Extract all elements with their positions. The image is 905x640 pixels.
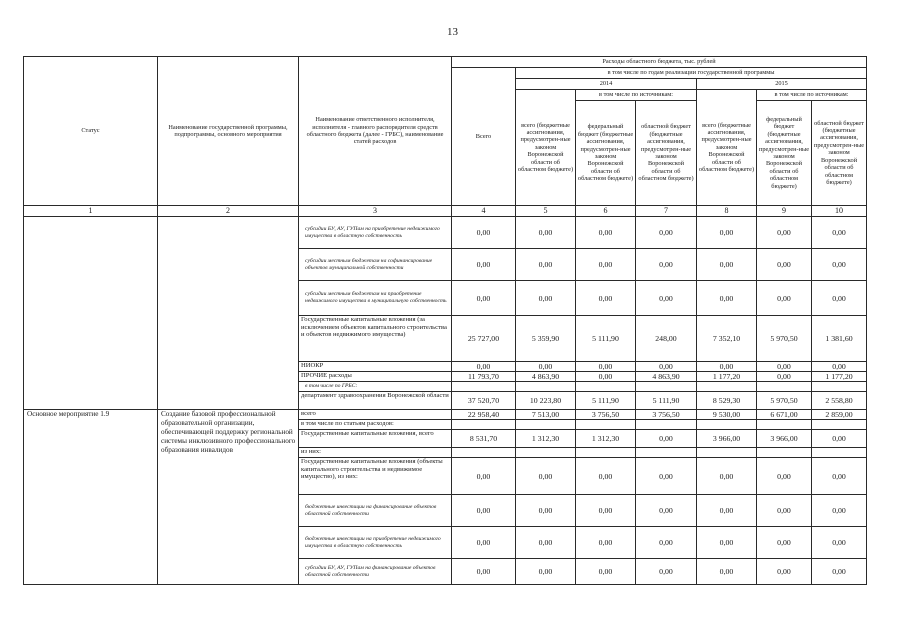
value-cell: 0,00 (516, 281, 576, 316)
value-cell: 0,00 (812, 281, 867, 316)
value-cell: 1 312,30 (576, 430, 636, 448)
header-federal-2014: федеральный бюджет (бюджетные ассигнования, предусмотрен-ные законом Воронежской области об областном бюджете) (576, 101, 636, 206)
value-cell: 0,00 (516, 495, 576, 527)
value-cell: 0,00 (697, 281, 757, 316)
value-cell: 0,00 (576, 372, 636, 382)
value-cell: 0,00 (576, 362, 636, 372)
value-cell (452, 448, 516, 458)
value-cell: 0,00 (757, 559, 812, 585)
column-number-6: 6 (576, 206, 636, 217)
row-label: Государственные капитальные вложения (за исключением объектов капитального строительства и объектов недвижимого имущества) (299, 316, 452, 362)
value-cell (452, 382, 516, 392)
value-cell: 0,00 (757, 372, 812, 382)
column-number-1: 1 (24, 206, 158, 217)
value-cell: 0,00 (757, 458, 812, 495)
value-cell: 0,00 (516, 249, 576, 281)
value-cell: 3 756,50 (636, 410, 697, 420)
row-label: НИОКР (299, 362, 452, 372)
value-cell: 5 970,50 (757, 316, 812, 362)
value-cell: 0,00 (757, 249, 812, 281)
value-cell: 0,00 (636, 458, 697, 495)
row-label: Государственные капитальные вложения, всего (299, 430, 452, 448)
column-number-2: 2 (158, 206, 299, 217)
value-cell: 0,00 (452, 249, 516, 281)
value-cell (516, 420, 576, 430)
table-row (24, 410, 867, 420)
value-cell: 0,00 (812, 527, 867, 559)
value-cell (576, 382, 636, 392)
header-regional-2015: областной бюджет (бюджетные ассигнования, предусмотрен-ные законом Воронежской области об областном бюджете) (812, 101, 867, 206)
value-cell: 0,00 (812, 430, 867, 448)
row-label: бюджетные инвестиции на приобретение недвижимого имущества в областную собственность (299, 527, 452, 559)
header-status: Статус (24, 57, 158, 206)
header-year-2015: 2015 (697, 79, 867, 90)
header-year-2014: 2014 (516, 79, 697, 90)
row-label: ПРОЧИЕ расходы (299, 372, 452, 382)
value-cell: 0,00 (812, 458, 867, 495)
value-cell: 5 359,90 (516, 316, 576, 362)
row-label: Государственные капитальные вложения (объекты капитального строительства и недвижимое имущество), из них: (299, 458, 452, 495)
value-cell: 1 177,20 (697, 372, 757, 382)
value-cell: 0,00 (452, 495, 516, 527)
value-cell (757, 420, 812, 430)
value-cell: 0,00 (452, 217, 516, 249)
value-cell: 0,00 (636, 527, 697, 559)
value-cell (576, 420, 636, 430)
value-cell: 0,00 (636, 430, 697, 448)
value-cell: 0,00 (576, 458, 636, 495)
value-cell: 0,00 (576, 249, 636, 281)
value-cell: 22 958,40 (452, 410, 516, 420)
value-cell: 0,00 (697, 249, 757, 281)
value-cell: 6 671,00 (757, 410, 812, 420)
name-cell-empty (158, 217, 299, 410)
value-cell (697, 382, 757, 392)
header-program-name: Наименование государственной программы, подпрограммы, основного мероприятия (158, 57, 299, 206)
header-total: Всего (452, 68, 516, 206)
value-cell (636, 448, 697, 458)
value-cell: 0,00 (757, 281, 812, 316)
value-cell: 248,00 (636, 316, 697, 362)
value-cell: 1 381,60 (812, 316, 867, 362)
value-cell: 0,00 (697, 458, 757, 495)
column-number-9: 9 (757, 206, 812, 217)
row-label: субсидии местным бюджетам на приобретение недвижимого имущества в муниципальную собственность (299, 281, 452, 316)
value-cell: 4 863,90 (636, 372, 697, 382)
table-body (24, 206, 867, 585)
value-cell: 0,00 (636, 249, 697, 281)
value-cell: 0,00 (576, 527, 636, 559)
header-by-years: в том числе по годам реализации государственной программы (516, 68, 867, 79)
value-cell (697, 448, 757, 458)
column-number-3: 3 (299, 206, 452, 217)
header-sources-2014: в том числе по источникам: (576, 90, 697, 101)
value-cell: 0,00 (636, 559, 697, 585)
row-label: субсидии БУ, АУ, ГУПам на финансирование объектов областной собственности (299, 559, 452, 585)
header-expenses-title: Расходы областного бюджета, тыс. рублей (452, 57, 867, 68)
row-label: всего (299, 410, 452, 420)
status-cell: Основное мероприятие 1.9 (24, 410, 158, 585)
value-cell: 0,00 (576, 281, 636, 316)
value-cell: 3 966,00 (757, 430, 812, 448)
value-cell (516, 448, 576, 458)
value-cell: 4 863,90 (516, 372, 576, 382)
column-number-10: 10 (812, 206, 867, 217)
value-cell: 5 111,90 (576, 392, 636, 410)
value-cell: 0,00 (636, 495, 697, 527)
row-label: из них: (299, 448, 452, 458)
value-cell: 5 111,90 (636, 392, 697, 410)
value-cell: 0,00 (697, 527, 757, 559)
value-cell: 10 223,80 (516, 392, 576, 410)
value-cell (812, 420, 867, 430)
row-label: субсидии БУ, АУ, ГУПам на приобретение недвижимого имущества в областную собственность (299, 217, 452, 249)
value-cell: 0,00 (697, 495, 757, 527)
header-executor: Наименование ответственного исполнителя, исполнителя - главного распорядителя средств областного бюджета (далее - ГРБС), наименование статей расходов (299, 57, 452, 206)
row-label: департамент здравоохранения Воронежской области (299, 392, 452, 410)
page-number: 13 (447, 26, 458, 38)
column-number-5: 5 (516, 206, 576, 217)
value-cell: 1 312,30 (516, 430, 576, 448)
budget-table (23, 56, 867, 585)
value-cell: 0,00 (812, 495, 867, 527)
table-row (24, 217, 867, 249)
value-cell: 0,00 (812, 362, 867, 372)
column-number-7: 7 (636, 206, 697, 217)
value-cell: 2 859,00 (812, 410, 867, 420)
value-cell (812, 448, 867, 458)
value-cell: 0,00 (812, 249, 867, 281)
row-label: бюджетные инвестиции на финансирование объектов областной собственности (299, 495, 452, 527)
value-cell (757, 448, 812, 458)
header-all-2014: всего (бюджетные ассигнования, предусмотрен-ные законом Воронежской области об областном бюджете) (516, 90, 576, 206)
row-label: в том числе по статьям расходов: (299, 420, 452, 430)
value-cell: 0,00 (636, 281, 697, 316)
value-cell: 0,00 (452, 458, 516, 495)
value-cell: 11 793,70 (452, 372, 516, 382)
value-cell: 8 529,30 (697, 392, 757, 410)
value-cell: 3 756,50 (576, 410, 636, 420)
value-cell: 7 513,00 (516, 410, 576, 420)
value-cell: 0,00 (757, 527, 812, 559)
value-cell: 0,00 (516, 458, 576, 495)
row-label: в том числе по ГРБС: (299, 382, 452, 392)
value-cell (516, 382, 576, 392)
value-cell: 0,00 (516, 527, 576, 559)
value-cell: 0,00 (697, 217, 757, 249)
value-cell: 37 520,70 (452, 392, 516, 410)
value-cell (636, 420, 697, 430)
header-all-2015: всего (бюджетные ассигнования, предусмотрен-ные законом Воронежской области об областном бюджете) (697, 90, 757, 206)
value-cell: 0,00 (516, 217, 576, 249)
value-cell: 0,00 (757, 495, 812, 527)
value-cell: 0,00 (452, 281, 516, 316)
value-cell: 0,00 (697, 559, 757, 585)
value-cell: 8 531,70 (452, 430, 516, 448)
value-cell: 2 558,80 (812, 392, 867, 410)
value-cell: 0,00 (576, 495, 636, 527)
value-cell: 0,00 (812, 559, 867, 585)
value-cell: 0,00 (576, 217, 636, 249)
value-cell: 0,00 (757, 217, 812, 249)
value-cell: 0,00 (697, 362, 757, 372)
header-federal-2015: федеральный бюджет (бюджетные ассигнования, предусмотрен-ные законом Воронежской области об областном бюджете) (757, 101, 812, 206)
value-cell: 0,00 (636, 362, 697, 372)
value-cell: 0,00 (636, 217, 697, 249)
column-number-4: 4 (452, 206, 516, 217)
column-numbers-row (24, 206, 867, 217)
value-cell: 5 111,90 (576, 316, 636, 362)
value-cell: 0,00 (452, 559, 516, 585)
value-cell: 0,00 (576, 559, 636, 585)
value-cell: 7 352,10 (697, 316, 757, 362)
value-cell (757, 382, 812, 392)
value-cell: 1 177,20 (812, 372, 867, 382)
program-name-cell: Создание базовой профессиональной образовательной организации, обеспечивающей поддержку региональной системы инклюзивного профессионального образования инвалидов (158, 410, 299, 585)
value-cell: 0,00 (516, 362, 576, 372)
value-cell (697, 420, 757, 430)
value-cell: 5 970,50 (757, 392, 812, 410)
value-cell: 0,00 (757, 362, 812, 372)
value-cell: 0,00 (516, 559, 576, 585)
row-label: субсидии местным бюджетам на софинансирование объектов муниципальной собственности (299, 249, 452, 281)
value-cell (636, 382, 697, 392)
value-cell: 0,00 (812, 217, 867, 249)
header-regional-2014: областной бюджет (бюджетные ассигнования, предусмотрен-ные законом Воронежской области об областном бюджете) (636, 101, 697, 206)
value-cell (812, 382, 867, 392)
value-cell: 9 530,00 (697, 410, 757, 420)
header-sources-2015: в том числе по источникам: (757, 90, 867, 101)
value-cell: 0,00 (452, 527, 516, 559)
column-number-8: 8 (697, 206, 757, 217)
value-cell (452, 420, 516, 430)
value-cell: 3 966,00 (697, 430, 757, 448)
value-cell: 0,00 (452, 362, 516, 372)
status-cell-empty (24, 217, 158, 410)
value-cell: 25 727,00 (452, 316, 516, 362)
value-cell (576, 448, 636, 458)
